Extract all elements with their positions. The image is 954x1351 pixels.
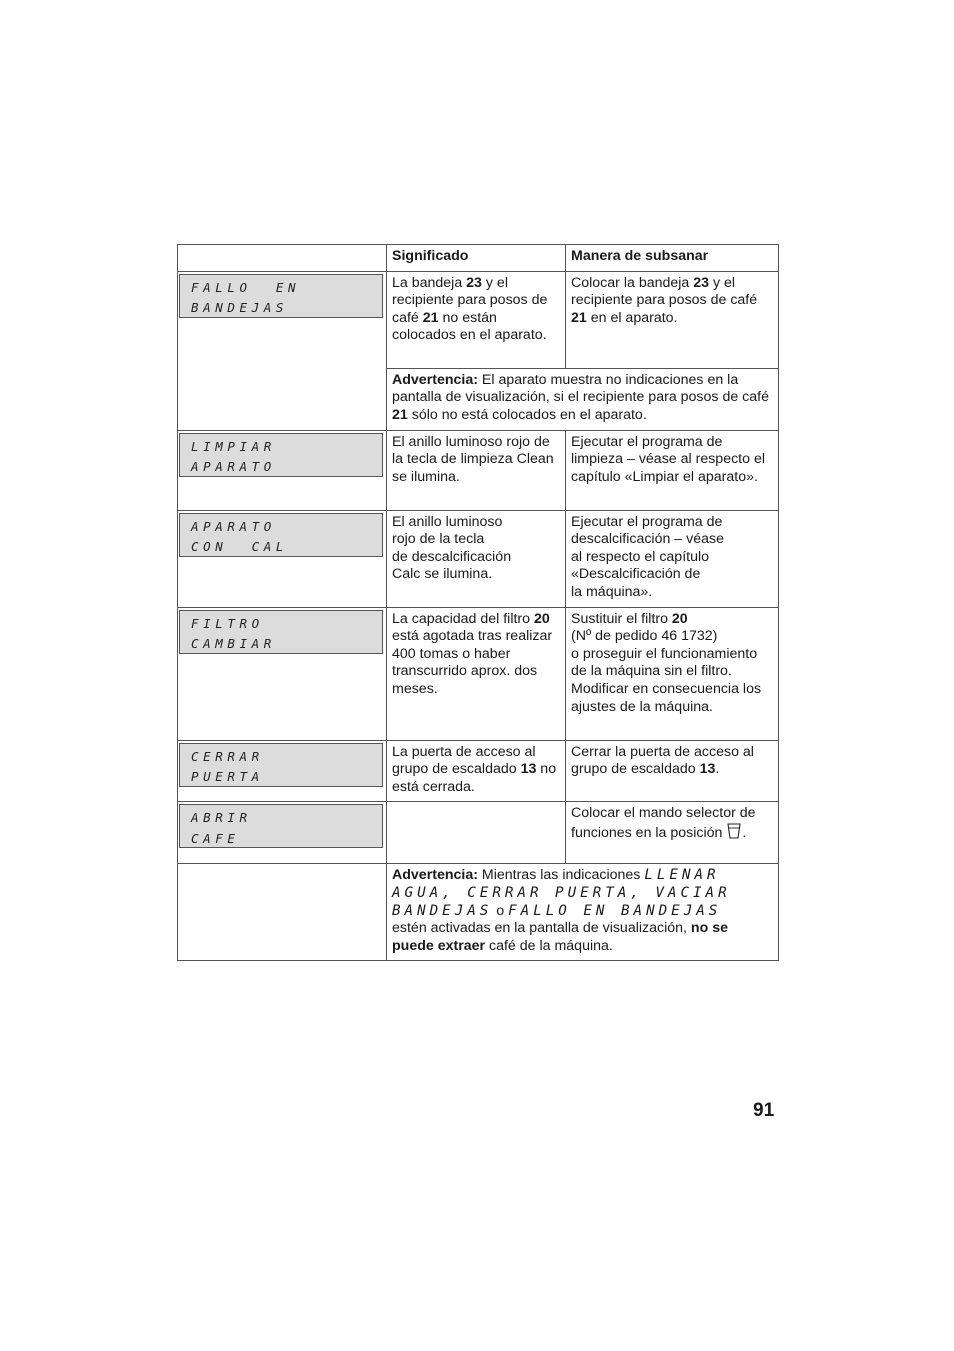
lcd-line: FILTRO — [191, 615, 264, 631]
lcd-display — [179, 610, 383, 654]
lcd-line: PUERTA — [191, 769, 264, 785]
table-row — [178, 740, 779, 802]
header-meaning: Significado — [387, 245, 566, 272]
remedy-cell: Ejecutar el programa de limpieza – véase al respecto el capítulo «Limpiar el aparato». — [566, 430, 779, 510]
lcd-line: CERRAR — [191, 748, 264, 764]
cup-icon — [726, 823, 742, 846]
table-row — [178, 430, 779, 510]
lcd-line: CAFE — [191, 830, 240, 846]
lcd-line: LIMPIAR — [191, 438, 276, 454]
header-row — [178, 245, 779, 272]
remedy-cell: Ejecutar el programa de descalcificación – véase al respecto el capítulo «Descalcificación de la máquina». — [566, 510, 779, 607]
lcd-line: BANDEJAS — [191, 300, 289, 316]
lcd-line: APARATO — [191, 518, 276, 534]
header-blank-cell — [178, 245, 387, 272]
remedy-cell: Colocar la bandeja 23 y el recipiente para posos de café 21 en el aparato. — [566, 271, 779, 368]
table-row — [178, 802, 779, 864]
display-cell — [178, 740, 387, 802]
meaning-cell: El anillo luminoso rojo de la tecla de limpieza Clean se ilumina. — [387, 430, 566, 510]
meaning-cell: El anillo luminoso rojo de la tecla de descalcificación Calc se ilumina. — [387, 510, 566, 607]
meaning-cell — [387, 802, 566, 864]
display-cell — [178, 607, 387, 740]
lcd-line: FALLO EN — [191, 279, 301, 295]
display-cell — [178, 430, 387, 510]
lcd-display — [179, 513, 383, 557]
page-number: 91 — [753, 1100, 775, 1121]
remedy-cell: Sustituir el filtro 20 (Nº de pedido 46 1732) o proseguir el funcionamiento de la máquina sin el filtro. Modificar en consecuencia los ajustes de la máquina. — [566, 607, 779, 740]
lcd-display — [179, 743, 383, 787]
header-remedy: Manera de subsanar — [566, 245, 779, 272]
table-row — [178, 607, 779, 740]
table-row — [178, 510, 779, 607]
meaning-cell: La puerta de acceso al grupo de escaldado 13 no está cerrada. — [387, 740, 566, 802]
remedy-cell: Cerrar la puerta de acceso al grupo de escaldado 13. — [566, 740, 779, 802]
lcd-display — [179, 433, 383, 477]
display-cell — [178, 271, 387, 430]
meaning-cell: La capacidad del filtro 20 está agotada tras realizar 400 tomas o haber transcurrido aprox. dos meses. — [387, 607, 566, 740]
lcd-display — [179, 274, 383, 318]
meaning-cell: La bandeja 23 y el recipiente para posos de café 21 no están colocados en el aparato. — [387, 271, 566, 368]
lcd-line: ABRIR — [191, 810, 252, 826]
display-cell — [178, 802, 387, 864]
lcd-display — [179, 804, 383, 848]
remedy-cell: Colocar el mando selector de funciones en la posición . — [566, 802, 779, 864]
note-row — [178, 864, 779, 961]
display-cell — [178, 510, 387, 607]
note-blank-cell — [178, 864, 387, 961]
warning-note: Advertencia: El aparato muestra no indicaciones en la pantalla de visualización, si el recipiente para posos de café 21 sólo no está colocados en el aparato. — [387, 368, 779, 430]
troubleshooting-table — [177, 244, 779, 961]
lcd-line: CAMBIAR — [191, 636, 276, 652]
warning-note: Advertencia: Mientras las indicaciones LLENAR AGUA, CERRAR PUERTA, VACIAR BANDEJAS o FALLO EN BANDEJAS estén activadas en la pantalla de visualización, no se puede extraer café de la máquina. — [387, 864, 779, 961]
table-row — [178, 271, 779, 368]
lcd-line: APARATO — [191, 459, 276, 475]
lcd-line: CON CAL — [191, 539, 289, 555]
